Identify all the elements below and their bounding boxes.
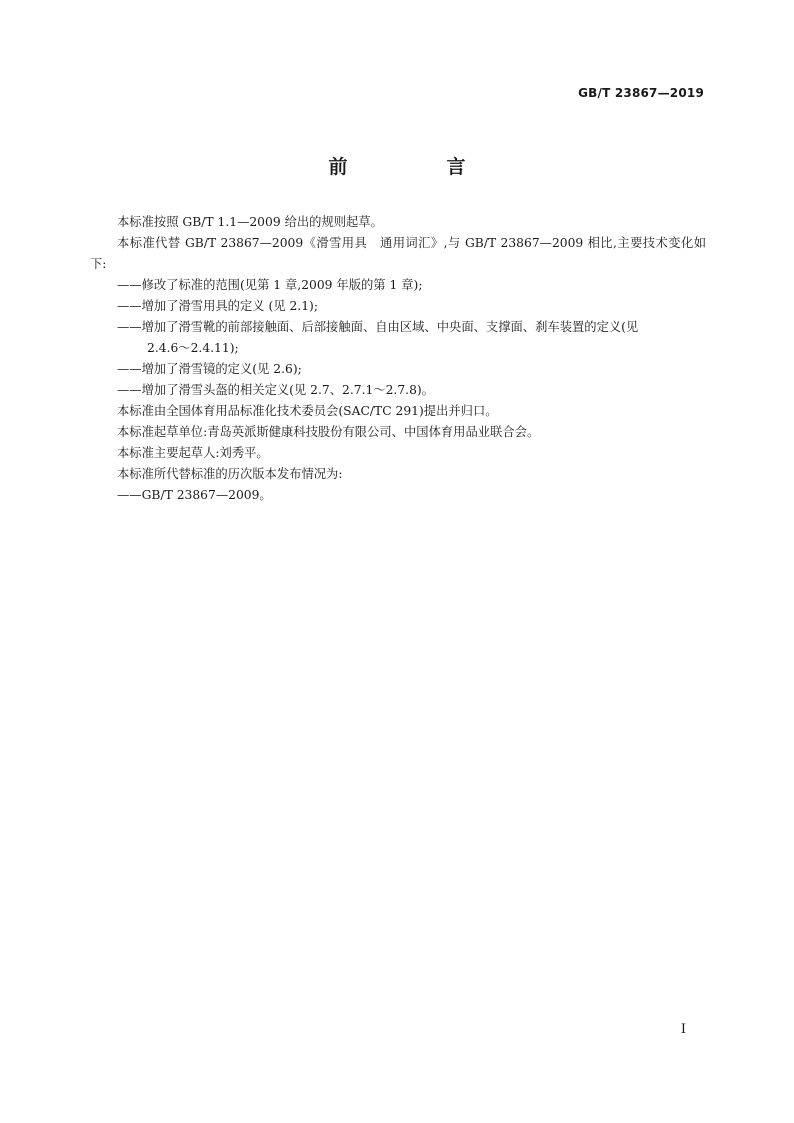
paragraph-replacement: 本标准代替 GB/T 23867—2009《滑雪用具 通用词汇》,与 GB/T 23867—2009 相比,主要技术变化如下: <box>90 236 706 271</box>
paragraph-proposer: 本标准由全国体育用品标准化技术委员会(SAC/TC 291)提出并归口。 <box>117 404 498 418</box>
change-item: ——增加了滑雪头盔的相关定义(见 2.7、2.7.1～2.7.8)。 <box>117 383 434 397</box>
change-item-continuation: 2.4.6～2.4.11); <box>147 341 239 355</box>
page-number: I <box>680 1022 686 1037</box>
history-item: ——GB/T 23867—2009。 <box>117 488 272 502</box>
change-item: ——增加了滑雪靴的前部接触面、后部接触面、自由区域、中央面、支撑面、刹车装置的定义(见 <box>117 320 639 334</box>
standard-code: GB/T 23867—2019 <box>578 86 704 100</box>
change-item: ——增加了滑雪镜的定义(见 2.6); <box>117 362 302 376</box>
paragraph-drafters: 本标准主要起草人:刘秀平。 <box>117 446 269 460</box>
page-title: 前 言 <box>328 156 506 178</box>
paragraph-drafting-units: 本标准起草单位:青岛英派斯健康科技股份有限公司、中国体育用品业联合会。 <box>117 425 540 439</box>
change-item: ——修改了标准的范围(见第 1 章,2009 年版的第 1 章); <box>117 278 423 292</box>
change-item: ——增加了滑雪用具的定义 (见 2.1); <box>117 299 318 313</box>
paragraph-drafting-rules: 本标准按照 GB/T 1.1—2009 给出的规则起草。 <box>117 215 383 229</box>
foreword-body <box>90 212 706 506</box>
paragraph-history-intro: 本标准所代替标准的历次版本发布情况为: <box>117 467 343 481</box>
